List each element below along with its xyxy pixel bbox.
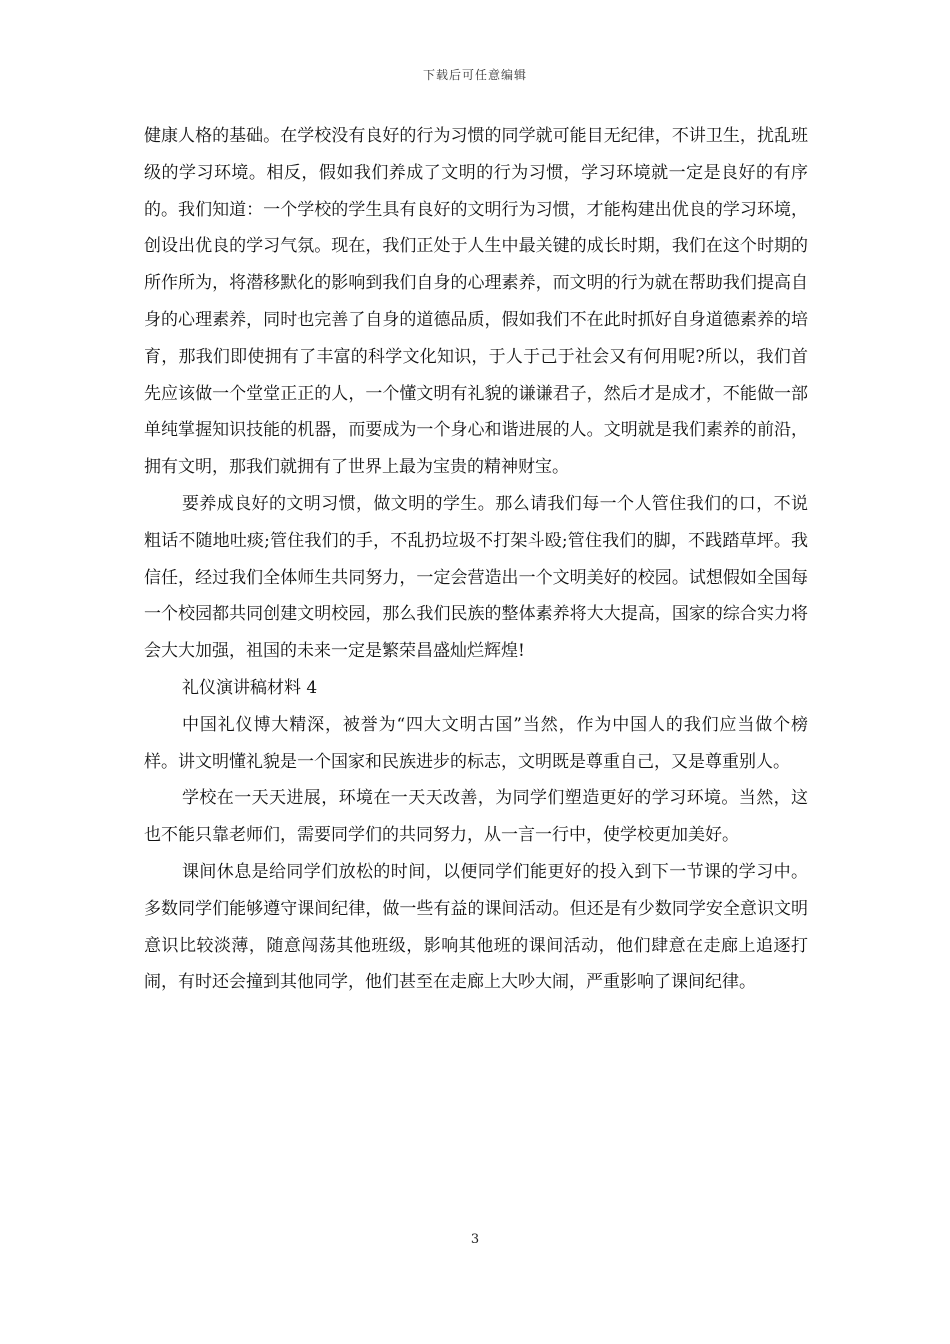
page-header: 下载后可任意编辑 — [422, 68, 527, 82]
paragraph: 课间休息是给同学们放松的时间，以便同学们能更好的投入到下一节课的学习中。多数同学们能够遵守课间纪律，做一些有益的课间活动。但还是有少数同学安全意识文明意识比较淡薄，随意闯荡其他班级，影响其他班的课间活动，他们肆意在走廊上追逐打闹，有时还会撞到其他同学，他们甚至在走廊上大吵大闹，严重影响了课间纪律。 — [144, 861, 808, 993]
paragraph: 健康人格的基础。在学校没有良好的行为习惯的同学就可能目无纪律，不讲卫生，扰乱班级的学习环境。相反，假如我们养成了文明的行为习惯，学习环境就一定是良好的有序的。我们知道：一个学校的学生具有良好的文明行为习惯，才能构建出优良的学习环境，创设出优良的学习气氛。现在，我们正处于人生中最关键的成长时期，我们在这个时期的所作所为，将潜移默化的影响到我们自身的心理素养，而文明的行为就在帮助我们提高自身的心理素养，同时也完善了自身的道德品质，假如我们不在此时抓好自身道德素养的培育，那我们即使拥有了丰富的科学文化知识，于人于己于社会又有何用呢?所以，我们首先应该做一个堂堂正正的人，一个懂文明有礼貌的谦谦君子，然后才是成才，不能做一部单纯掌握知识技能的机器，而要成为一个身心和谐进展的人。文明就是我们素养的前沿，拥有文明，那我们就拥有了世界上最为宝贵的精神财宝。 — [144, 126, 808, 478]
paragraph: 要养成良好的文明习惯，做文明的学生。那么请我们每一个人管住我们的口，不说粗话不随地吐痰;管住我们的手，不乱扔垃圾不打架斗殴;管住我们的脚，不践踏草坪。我信任，经过我们全体师生共同努力，一定会营造出一个文明美好的校园。试想假如全国每一个校园都共同创建文明校园，那么我们民族的整体素养将大大提高，国家的综合实力将会大大加强，祖国的未来一定是繁荣昌盛灿烂辉煌! — [144, 493, 808, 662]
section-title: 礼仪演讲稿材料 4 — [182, 677, 318, 698]
paragraph: 学校在一天天进展，环境在一天天改善，为同学们塑造更好的学习环境。当然，这也不能只靠老师们，需要同学们的共同努力，从一言一行中，使学校更加美好。 — [144, 788, 808, 846]
page-number: 3 — [470, 1232, 480, 1247]
document-body — [144, 118, 808, 1001]
paragraph: 中国礼仪博大精深，被誉为“四大文明古国”当然，作为中国人的我们应当做个榜样。讲文明懂礼貌是一个国家和民族进步的标志，文明既是尊重自己，又是尊重别人。 — [144, 714, 808, 772]
